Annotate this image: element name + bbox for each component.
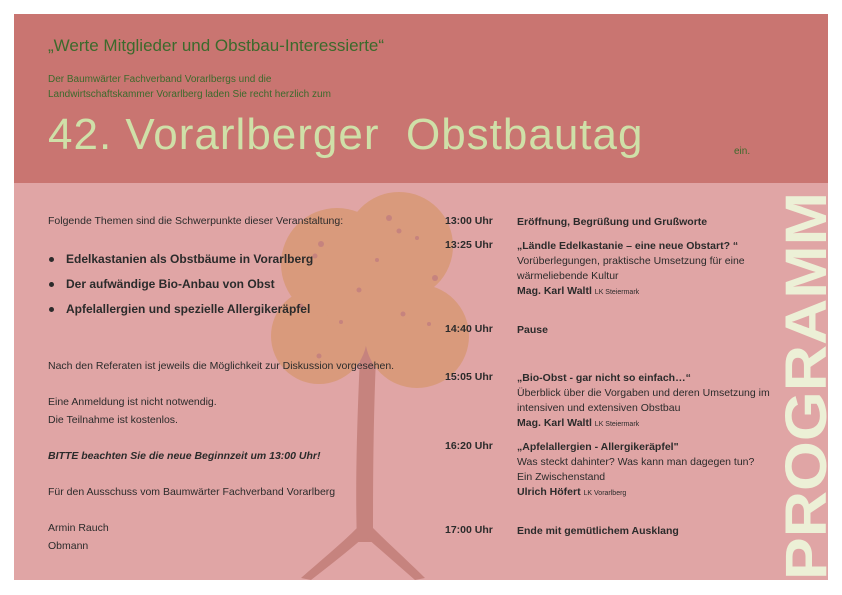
free-note: Die Teilnahme ist kostenlos. [48, 414, 178, 426]
invitation-text [48, 72, 331, 102]
event-title: 42. Vorarlberger Obstbautag [48, 110, 644, 159]
schedule-time: 13:00 Uhr [445, 215, 493, 227]
schedule-title: Pause [517, 324, 548, 336]
schedule-entry [517, 215, 772, 230]
topics-list [48, 252, 313, 327]
schedule-speaker-line [517, 485, 772, 501]
schedule-entry [517, 323, 772, 338]
schedule-time: 17:00 Uhr [445, 524, 493, 536]
title-suffix: ein. [734, 146, 751, 157]
schedule-time: 16:20 Uhr [445, 440, 493, 452]
schedule-title: „Apfelallergien - Allergikeräpfel" [517, 441, 679, 453]
programm-label [770, 182, 839, 580]
schedule-speaker-line [517, 416, 772, 432]
signer-name: Armin Rauch [48, 522, 109, 534]
programm-label-text: PROGRAMM [774, 228, 839, 580]
greeting: „Werte Mitglieder und Obstbau-Interessierte“ [48, 36, 385, 55]
speaker-name: Mag. Karl Waltl [517, 285, 592, 297]
speaker-org: LK Steiermark [594, 289, 640, 296]
schedule-title: Ende mit gemütlichem Ausklang [517, 525, 679, 537]
schedule-description: Was steckt dahinter? Was kann man dagegen tun? Ein Zwischenstand [517, 456, 755, 483]
topic-item: Edelkastanien als Obstbäume in Vorarlberg [48, 252, 313, 277]
schedule-entry [517, 371, 772, 432]
schedule-description: Vorüberlegungen, praktische Umsetzung für eine wärmeliebende Kultur [517, 255, 745, 282]
topic-item: Apfelallergien und spezielle Allergikeräpfel [48, 302, 313, 327]
topics-intro: Folgende Themen sind die Schwerpunkte dieser Veranstaltung: [48, 215, 344, 227]
schedule-time: 14:40 Uhr [445, 323, 493, 335]
speaker-org: LK Vorarlberg [583, 490, 627, 497]
speaker-name: Mag. Karl Waltl [517, 417, 592, 429]
schedule-description: Überblick über die Vorgaben und deren Umsetzung im intensiven und extensiven Obstbau [517, 387, 770, 414]
schedule-speaker-line [517, 284, 772, 300]
invitation-line-2: Landwirtschaftskammer Vorarlberg laden Sie recht herzlich zum [48, 89, 331, 100]
schedule-entry [517, 440, 772, 501]
schedule-time: 15:05 Uhr [445, 371, 493, 383]
schedule-entry [517, 239, 772, 300]
discussion-note: Nach den Referaten ist jeweils die Möglichkeit zur Diskussion vorgesehen. [48, 360, 395, 372]
speaker-org: LK Steiermark [594, 421, 640, 428]
schedule-time: 13:25 Uhr [445, 239, 493, 251]
speaker-name: Ulrich Höfert [517, 486, 581, 498]
flyer-page [14, 14, 839, 580]
schedule-title: Eröffnung, Begrüßung und Grußworte [517, 216, 708, 228]
start-time-notice: BITTE beachten Sie die neue Beginnzeit um 13:00 Uhr! [48, 450, 321, 462]
committee-line: Für den Ausschuss vom Baumwärter Fachverband Vorarlberg [48, 486, 336, 498]
header-band [14, 14, 828, 183]
signer-role: Obmann [48, 540, 89, 552]
schedule-entry [517, 524, 772, 539]
schedule-title: „Bio-Obst - gar nicht so einfach…“ [517, 372, 691, 384]
topic-item: Der aufwändige Bio-Anbau von Obst [48, 277, 313, 302]
schedule-title: „Ländle Edelkastanie – eine neue Obstart? “ [517, 240, 739, 252]
registration-note: Eine Anmeldung ist nicht notwendig. [48, 396, 217, 408]
invitation-line-1: Der Baumwärter Fachverband Vorarlbergs und die [48, 74, 272, 85]
